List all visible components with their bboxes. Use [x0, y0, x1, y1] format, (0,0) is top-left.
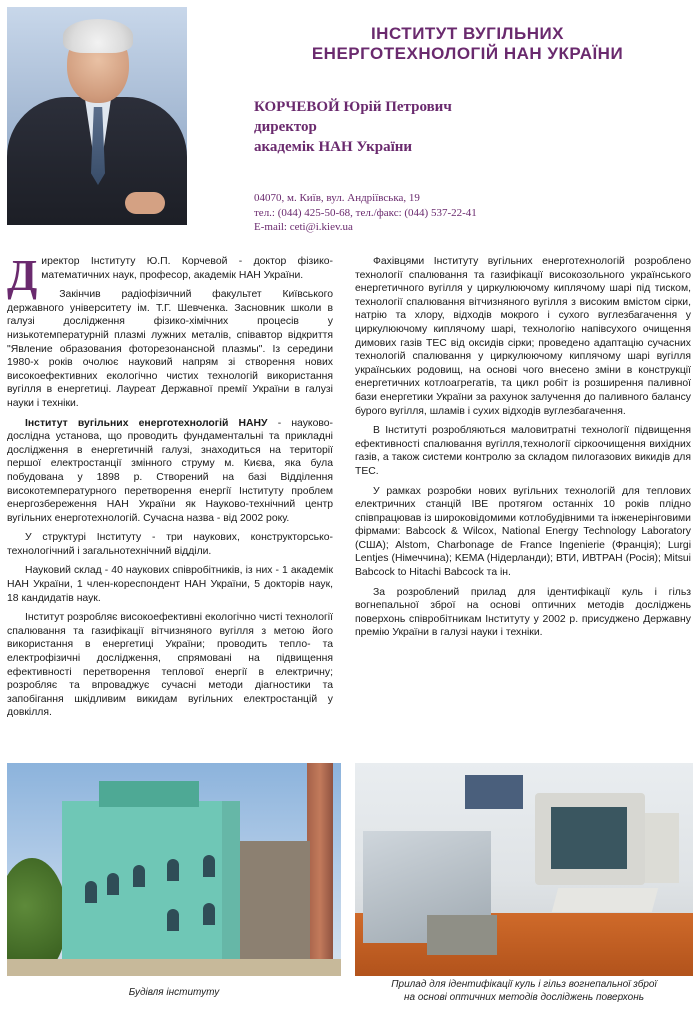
- paragraph: [7, 251, 333, 300]
- drop-cap: Д: [7, 251, 38, 300]
- paragraph: [7, 417, 333, 526]
- portrait-hair: [63, 19, 133, 53]
- photo-case: [427, 915, 497, 955]
- contacts-block: [254, 191, 477, 235]
- institute-building-photo: [7, 763, 341, 976]
- institute-name-bold: Інститут вугільних енерготехнологій НАНУ: [25, 417, 268, 429]
- title-line-2: ЕНЕРГОТЕХНОЛОГІЙ НАН УКРАЇНИ: [311, 44, 624, 63]
- paragraph-text: - науково-дослідна установа, що проводить фундаментальні та прикладні дослідження в енергетичній галузі, знаходиться на території першої електростанції змінного струму м. Києва, яка була побудована у 1898 р. Створений на базі Відділення високотемпературного перетворення енергії Інституту проблем енергозбереження НАН України як Науково-технічний центр вугільних енерготехнологій. Сучасна назва - від 2002 року.: [7, 417, 333, 524]
- paragraph: Інститут розробляє високоефективні екологічно чисті технології спалювання та газифікації вітчизняного вугілля з метою його використання в енергетиці України; проводить тепло- та електрофізичні дослідження, спрямовані на підвищення ефективності перетворення теплової енергії в електричну; розробляє та впроваджує сучасні методи діагностики та запобігання шкідливим викидам вугільних електростанцій у довкілля.: [7, 612, 333, 719]
- photo-keyboard: [552, 888, 658, 912]
- caption-device: [355, 978, 693, 1004]
- photo-window: [107, 873, 119, 895]
- contact-email[interactable]: E-mail: ceti@i.kiev.ua: [254, 221, 353, 233]
- photo-building-top: [99, 781, 199, 807]
- caption-device-line-1: Прилад для ідентифікації куль і гільз вогнепальної зброї: [391, 979, 657, 990]
- person-position: директор: [254, 119, 317, 135]
- paragraph: Закінчив радіофізичний факультет Київського державного університету ім. Т.Г. Шевченка. Засновник школи в галузі дослідження фізико-хімічних процесів у низькотемпературній плазмі лужних металів, співавтор відкриття "Явление образования фоторезонансной плазмы". Із середини 1980-х років очолює науковий напрям зі створення нових високоефективних екологічно чистих технологій використання вугілля в енергетиці. Лауреат Державної премії України в галузі науки і техніки.: [7, 289, 333, 409]
- photo-monitor-screen: [551, 807, 627, 869]
- paragraph-text: иректор Інституту Ю.П. Корчевой - доктор фізико-математичних наук, професор, академік НАН України.: [41, 256, 333, 281]
- caption-building: Будівля інституту: [128, 987, 220, 998]
- paragraph: Науковий склад - 40 наукових співробітників, із них - 1 академік НАН України, 1 член-кореспондент НАН України, 5 докторів наук, 18 кандидатів наук.: [7, 565, 333, 604]
- caption-device-line-2: на основі оптичних методів досліджень поверхонь: [403, 992, 645, 1003]
- device-photo: [355, 763, 693, 976]
- title-line-1: ІНСТИТУТ ВУГІЛЬНИХ: [370, 24, 565, 43]
- photo-window: [167, 859, 179, 881]
- person-block: [254, 97, 452, 157]
- text-column-left: [7, 251, 333, 726]
- text-column-right: [355, 255, 691, 646]
- institute-title: [260, 24, 675, 64]
- photo-window: [203, 855, 215, 877]
- person-title: академік НАН України: [254, 139, 413, 155]
- director-portrait: [7, 7, 187, 225]
- portrait-hand: [125, 192, 165, 214]
- photo-window: [167, 909, 179, 931]
- contact-address: 04070, м. Київ, вул. Андріївська, 19: [254, 192, 420, 204]
- paragraph: У структурі Інституту - три наукових, конструкторсько-технологічний і загальнотехнічний відділи.: [7, 532, 333, 557]
- person-name: КОРЧЕВОЙ Юрій Петрович: [254, 99, 452, 115]
- photo-side-building: [240, 841, 310, 976]
- photo-window: [133, 865, 145, 887]
- photo-ground: [7, 959, 341, 976]
- paragraph: У рамках розробки нових вугільних технологій для теплових електричних станцій ІВЕ протягом останніх 10 років плідно співпрацював із широковідомими котлобудівними та інженерінговими фірмами: Babcock & Wilcox, National Energy Technology Laboratory (США); Alstom, Charbonage de France Ingenierie (Франція); Lurgi Lentjes (Німеччина); KEMA (Нідерланди); ВТИ, ИВТРАН (Росія); Mitsui Babcock to Hitachi Babcock та ін.: [355, 485, 691, 579]
- paragraph: В Інституті розробляються маловитратні технології підвищення ефективності спалювання вугілля,технології сіркоочищення вихідних газів, а також системи контролю за складом пилогазових викидів для ТЕС.: [355, 425, 691, 477]
- photo-window: [85, 881, 97, 903]
- paragraph: За розроблений прилад для ідентифікації куль і гільз вогнепальної зброї на основі оптичних методів досліджень поверхонь співробітникам Інституту у 2002 р. присуджено Державну премію України в галузі науки і техніки.: [355, 586, 691, 639]
- photo-window: [203, 903, 215, 925]
- paragraph: Фахівцями Інституту вугільних енерготехнологій розроблено технології спалювання та газифікації високозольного українського енергетичного вугілля у циркулюючому киплячому шарі під тиском, технології спалювання вітчизняного вугілля з високим вмістом сірки, натрію та хлору, відходів мокрого і сухого вуглезбагачення у циркулюючому киплячому шарі, технологію напівсухого очищення димових газів ТЕС від оксидів сірки; проведено адаптацію сучасних технологій спалювання у циркулюючому киплячому шарі вугілля українських родовищ, на основі чого внесено зміни в конструкції енергетичних котлоагрегатів, та цикл робіт із розширення паливної бази енергетики України за рахунок залучення до паливного балансу бурого вугілля, шламів і сухих відходів вуглезбагачення.: [355, 256, 691, 417]
- photo-chimney: [307, 763, 333, 976]
- contact-phone: тел.: (044) 425-50-68, тел./факс: (044) 537-22-41: [254, 206, 477, 219]
- photo-device-top: [465, 775, 523, 809]
